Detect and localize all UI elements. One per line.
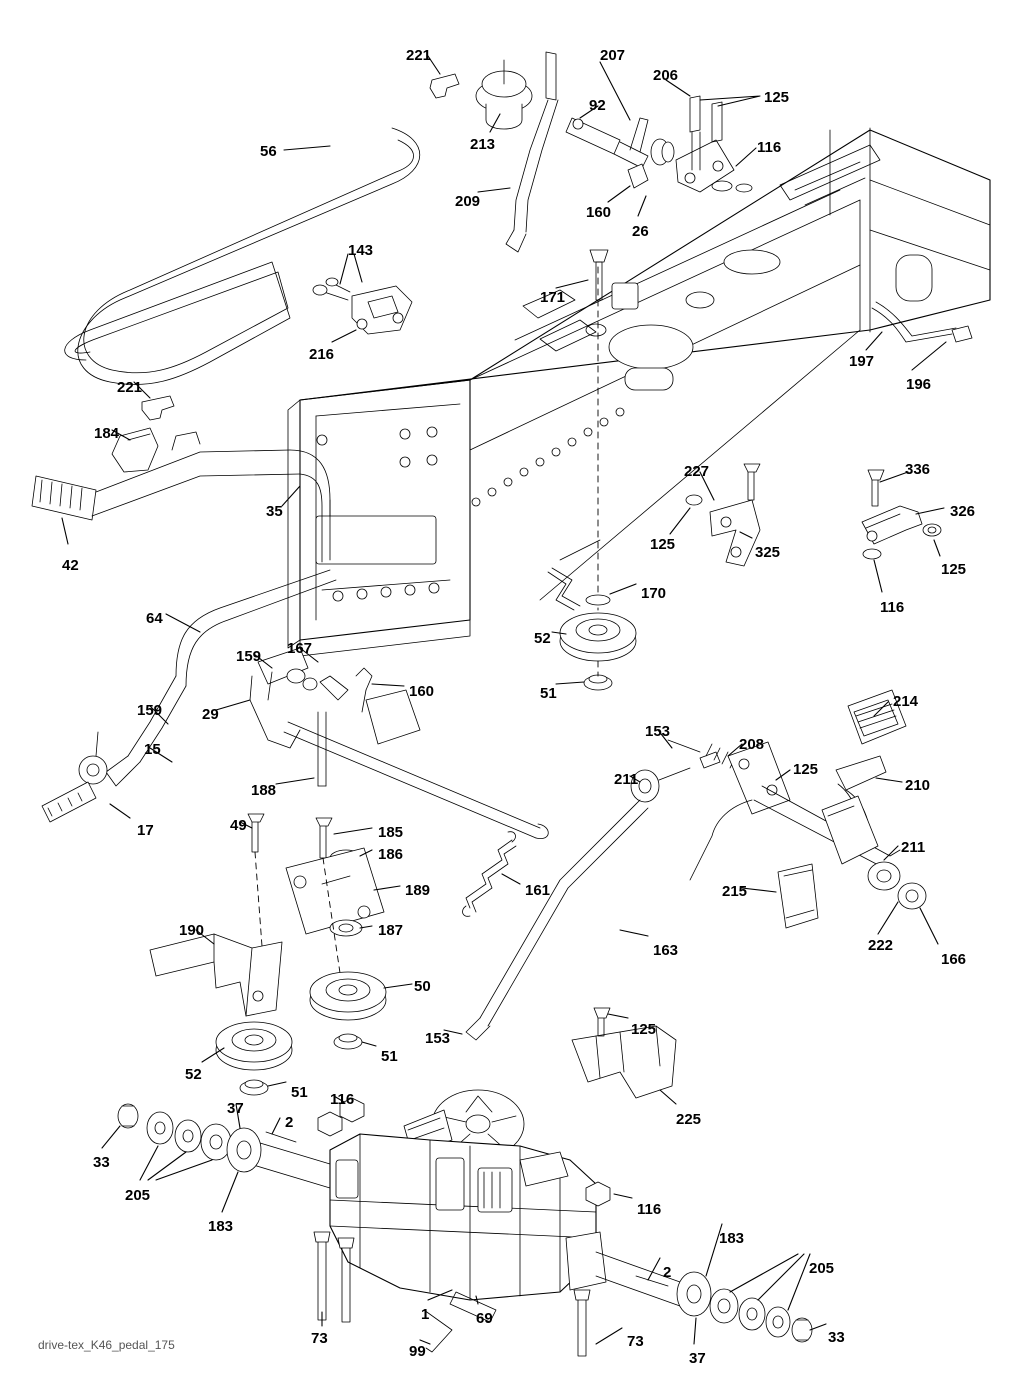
link-cluster-left xyxy=(250,648,548,839)
callout-15: 15 xyxy=(144,741,161,758)
idler-bracket-189 xyxy=(248,814,386,1049)
callout-51: 51 xyxy=(540,685,557,702)
callout-116: 116 xyxy=(637,1201,662,1218)
callout-188: 188 xyxy=(251,782,277,799)
callout-116: 116 xyxy=(880,599,905,616)
callout-208: 208 xyxy=(739,736,765,753)
callout-51: 51 xyxy=(381,1048,398,1065)
callout-2: 2 xyxy=(663,1264,672,1281)
callout-29: 29 xyxy=(202,706,219,723)
washer-stack-right xyxy=(636,1272,812,1342)
callout-116: 116 xyxy=(330,1091,355,1108)
callout-171: 171 xyxy=(540,289,566,306)
callout-325: 325 xyxy=(755,544,781,561)
callout-125: 125 xyxy=(631,1021,657,1038)
callout-73: 73 xyxy=(627,1333,644,1350)
callout-187: 187 xyxy=(378,922,404,939)
chassis-frame xyxy=(288,128,990,656)
diagram-footer-label: drive-tex_K46_pedal_175 xyxy=(38,1338,175,1352)
callout-73: 73 xyxy=(311,1330,328,1347)
callout-205: 205 xyxy=(125,1187,151,1204)
left-pedal-assembly xyxy=(42,732,107,822)
callout-116: 116 xyxy=(757,139,782,156)
callout-160: 160 xyxy=(409,683,435,700)
callout-221: 221 xyxy=(406,47,432,64)
callout-189: 189 xyxy=(405,882,431,899)
callout-215: 215 xyxy=(722,883,748,900)
callout-1: 1 xyxy=(421,1306,430,1323)
callout-205: 205 xyxy=(809,1260,835,1277)
steering-rod-assembly xyxy=(32,396,336,786)
callout-163: 163 xyxy=(653,942,679,959)
callout-2: 2 xyxy=(285,1114,294,1131)
callout-170: 170 xyxy=(641,585,667,602)
callout-213: 213 xyxy=(470,136,496,153)
transaxle-assembly xyxy=(250,1090,680,1356)
callout-225: 225 xyxy=(676,1111,702,1128)
callout-326: 326 xyxy=(950,503,976,520)
callout-207: 207 xyxy=(600,47,626,64)
callout-206: 206 xyxy=(653,67,679,84)
callout-50: 50 xyxy=(414,978,431,995)
right-pedal-group xyxy=(466,690,926,1040)
callout-51: 51 xyxy=(291,1084,308,1101)
callout-211: 211 xyxy=(614,771,639,788)
callout-69: 69 xyxy=(476,1310,493,1327)
callout-153: 153 xyxy=(425,1030,451,1047)
callout-52: 52 xyxy=(185,1066,202,1083)
callout-222: 222 xyxy=(868,937,894,954)
callout-336: 336 xyxy=(905,461,931,478)
callout-125: 125 xyxy=(650,536,676,553)
callout-92: 92 xyxy=(589,97,606,114)
callout-166: 166 xyxy=(941,951,967,968)
callout-64: 64 xyxy=(146,610,163,627)
callout-190: 190 xyxy=(179,922,205,939)
callout-210: 210 xyxy=(905,777,931,794)
callout-143: 143 xyxy=(348,242,374,259)
callout-197: 197 xyxy=(849,353,875,370)
callout-159: 159 xyxy=(137,702,163,719)
callout-184: 184 xyxy=(94,425,120,442)
callout-37: 37 xyxy=(689,1350,706,1367)
callout-209: 209 xyxy=(455,193,481,210)
callout-125: 125 xyxy=(793,761,819,778)
callout-33: 33 xyxy=(93,1154,110,1171)
callout-159: 159 xyxy=(236,648,262,665)
callout-183: 183 xyxy=(719,1230,745,1247)
bracket-326 xyxy=(862,470,941,559)
callout-161: 161 xyxy=(525,882,551,899)
callout-221: 221 xyxy=(117,379,143,396)
callout-227: 227 xyxy=(684,463,710,480)
callout-49: 49 xyxy=(230,817,247,834)
callout-214: 214 xyxy=(893,693,919,710)
callout-42: 42 xyxy=(62,557,79,574)
spring-161 xyxy=(463,832,516,917)
lower-pulley-52 xyxy=(216,1022,292,1095)
callout-183: 183 xyxy=(208,1218,234,1235)
callout-52: 52 xyxy=(534,630,551,647)
bracket-216 xyxy=(313,278,412,334)
bracket-225 xyxy=(572,1008,676,1098)
callout-56: 56 xyxy=(260,143,277,160)
callout-37: 37 xyxy=(227,1100,244,1117)
callout-216: 216 xyxy=(309,346,335,363)
callout-186: 186 xyxy=(378,846,404,863)
callout-35: 35 xyxy=(266,503,283,520)
callout-125: 125 xyxy=(941,561,967,578)
callout-160: 160 xyxy=(586,204,612,221)
callout-17: 17 xyxy=(137,822,154,839)
callout-26: 26 xyxy=(632,223,649,240)
callout-196: 196 xyxy=(906,376,932,393)
shield-190 xyxy=(150,934,282,1016)
callout-153: 153 xyxy=(645,723,671,740)
callout-167: 167 xyxy=(287,640,313,657)
callout-125: 125 xyxy=(764,89,790,106)
callout-185: 185 xyxy=(378,824,404,841)
callout-33: 33 xyxy=(828,1329,845,1346)
callout-211: 211 xyxy=(901,839,926,856)
callout-99: 99 xyxy=(409,1343,426,1360)
